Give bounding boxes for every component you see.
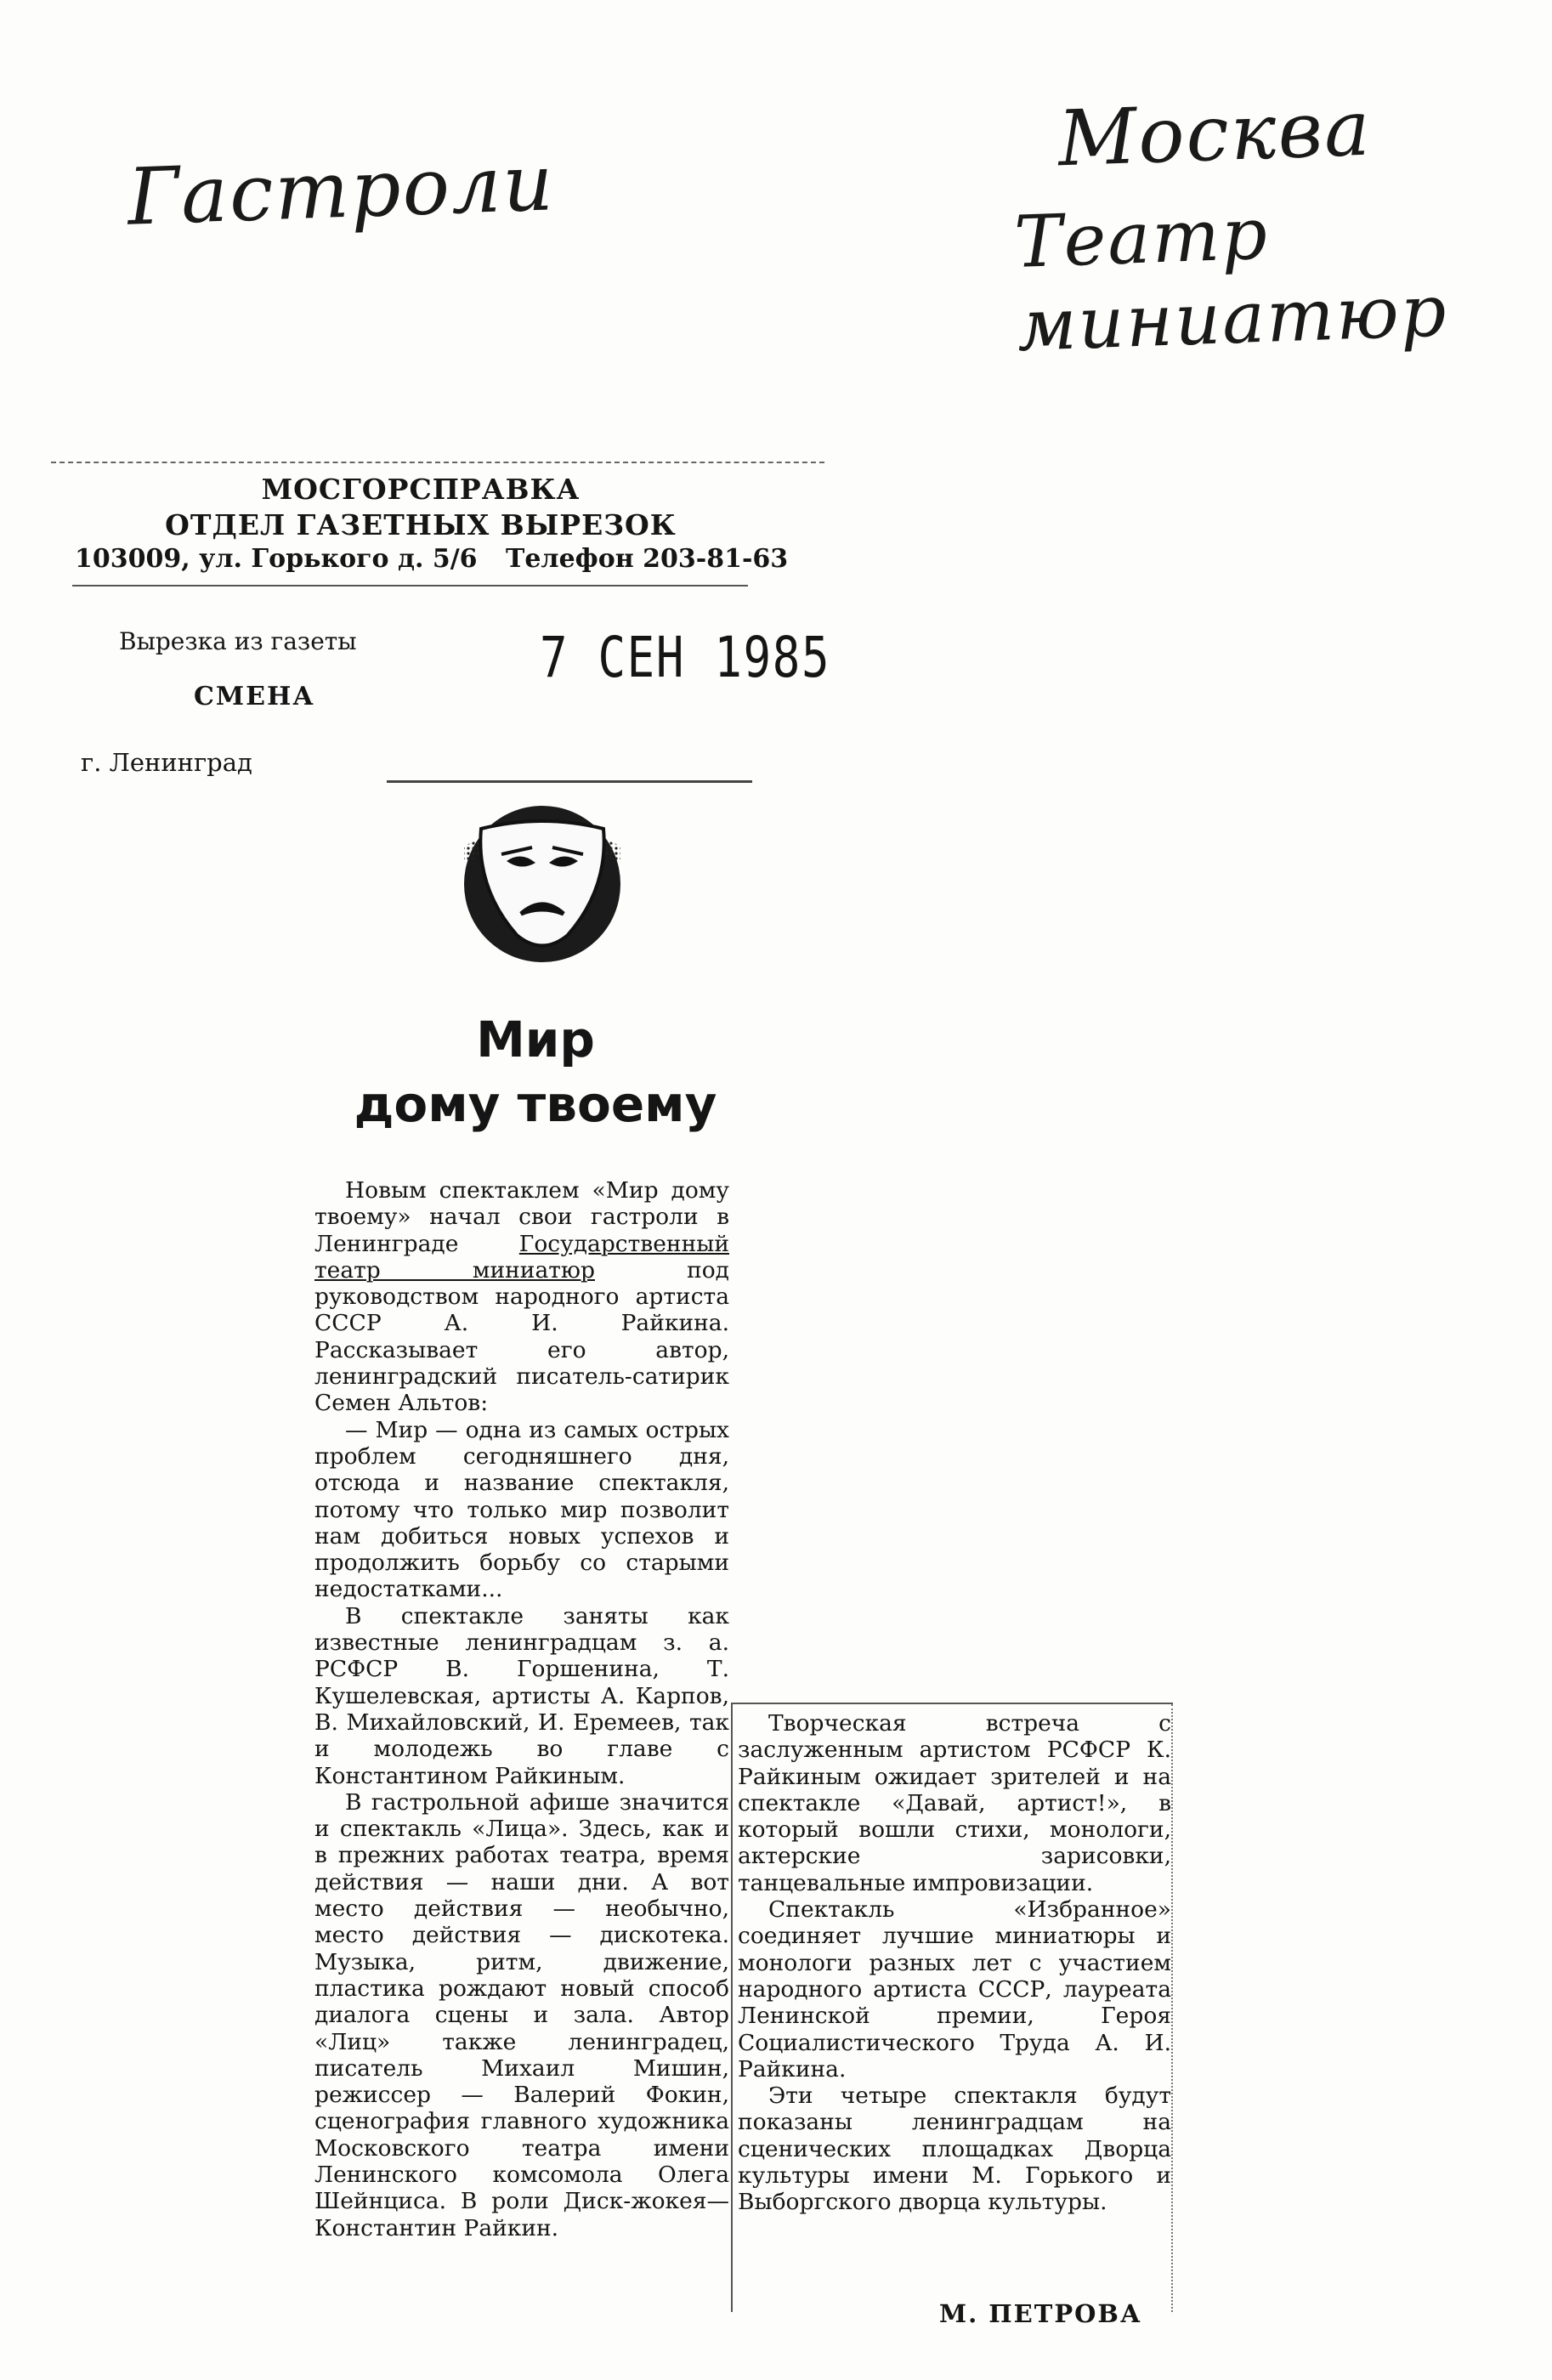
date-stamp: 7 СЕН 1985	[540, 625, 831, 690]
paragraph-2: — Мир — одна из самых острых проблем сегодняшнего дня, отсюда и название спектакля, потому что только мир позволит нам добиться новых успехов и продолжить борьбу со старыми недостатками...	[314, 1416, 729, 1603]
article-headline	[323, 1007, 748, 1136]
article-top-rule	[387, 780, 752, 783]
newspaper-name: СМЕНА	[194, 682, 315, 711]
paragraph-1-text-a: Новым спектаклем «Мир дому твоему» начал свои гастроли в Ленинграде	[314, 1177, 729, 1257]
underlined-theatre-name: Государственный театр миниатюр	[314, 1230, 729, 1284]
header-divider	[72, 585, 748, 586]
paragraph-4: В гастрольной афише значится и спектакль «Лица». Здесь, как и в прежних работах театра, время действия — наши дни. А вот место действия — необычно, место действия — дискотека. Музыка, ритм, движение, пластика рождают новый способ диалога сцены и зала. Автор «Лиц» также ленинградец, писатель Михаил Мишин, режиссер — Валерий Фокин, сценография главного художника Московского театра имени Ленинского комсомола Олега Шейнциса. В роли Диск-жокея—Константин Райкин.	[314, 1788, 729, 2241]
article-column-left	[314, 1177, 729, 2241]
handwritten-note-right-line1: Москва	[1056, 83, 1374, 184]
right-column-edge	[1171, 1704, 1173, 2312]
handwritten-note-left: Гастроли	[126, 137, 557, 243]
theatre-mask-icon	[440, 795, 644, 965]
article-column-right	[738, 1710, 1171, 2216]
right-column-top-rule	[731, 1703, 1173, 1704]
newspaper-city: г. Ленинград	[81, 748, 252, 777]
headline-line1: Мир	[476, 1011, 595, 1068]
paragraph-1-text-b: под руководством народного артиста СССР А. И. Райкина. Рассказывает его автор, ленинградский писатель-сатирик Семен Альтов:	[314, 1256, 729, 1417]
paragraph-6: Спектакль «Избранное» соединяет лучшие миниатюры и монологи разных лет с участием народного артиста СССР, лауреата Ленинской премии, Героя Социалистического Труда А. И. Райкина.	[738, 1896, 1171, 2082]
address: 103009, ул. Горького д. 5/6	[75, 544, 478, 574]
clipping-label: Вырезка из газеты	[119, 627, 357, 655]
article-author: М. ПЕТРОВА	[939, 2299, 1142, 2328]
phone: Телефон 203-81-63	[506, 544, 789, 574]
department-name: ОТДЕЛ ГАЗЕТНЫХ ВЫРЕЗОК	[165, 508, 677, 541]
paragraph-1	[314, 1177, 729, 1417]
headline-line2: дому твоему	[354, 1075, 717, 1133]
handwritten-note-right-line2: Театр миниатюр	[1012, 191, 1449, 367]
paragraph-7: Эти четыре спектакля будут показаны ленинградцам на сценических площадках Дворца культуры имени М. Горького и Выборгского дворца культуры.	[738, 2082, 1171, 2216]
organization-name: МОСГОРСПРАВКА	[261, 473, 581, 506]
column-divider	[731, 1704, 733, 2312]
paragraph-5: Творческая встреча с заслуженным артистом РСФСР К. Райкиным ожидает зрителей и на спектакле «Давай, артист!», в который вошли стихи, монологи, актерские зарисовки, танцевальные импровизации.	[738, 1710, 1171, 1896]
paragraph-3: В спектакле заняты как известные ленинградцам з. а. РСФСР В. Горшенина, Т. Кушелевская, артисты А. Карпов, В. Михайловский, И. Еремеев, так и молодежь во главе с Константином Райкиным.	[314, 1602, 729, 1789]
top-divider	[51, 462, 824, 463]
